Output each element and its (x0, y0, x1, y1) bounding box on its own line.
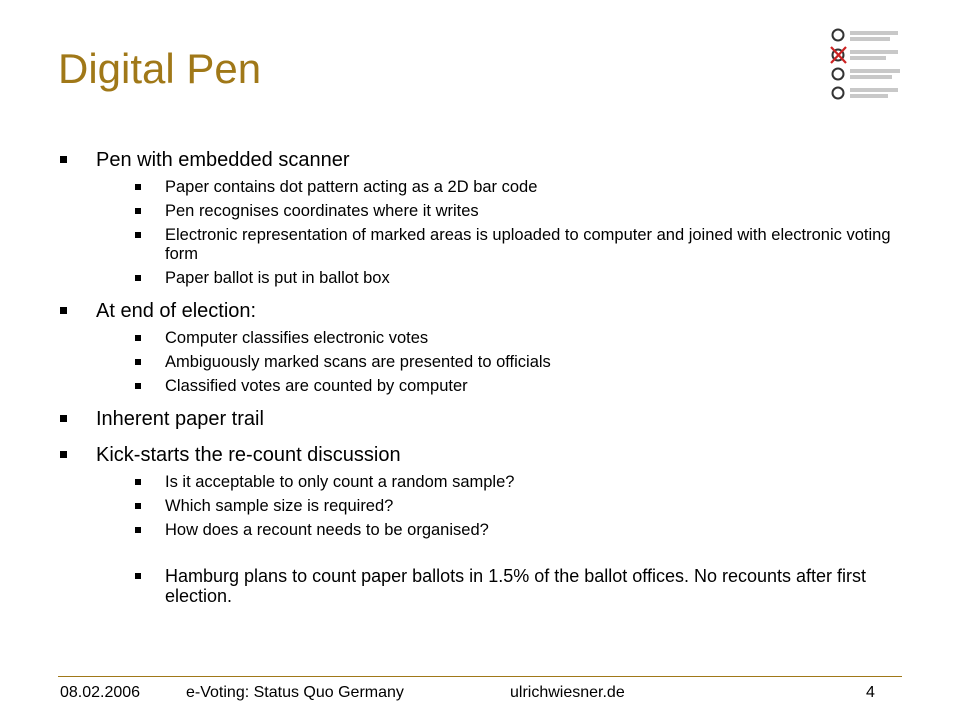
square-bullet-icon (135, 573, 141, 579)
sub-bullet-item (135, 521, 900, 540)
sub-bullet-item (135, 202, 900, 221)
sub-bullet-text: Electronic representation of marked areas is uploaded to computer and joined with electronic voting form (165, 226, 891, 263)
square-bullet-icon (135, 335, 141, 341)
sub-bullet-text: Computer classifies electronic votes (165, 329, 429, 347)
square-bullet-icon (135, 359, 141, 365)
bullet-text: Pen with embedded scanner (96, 149, 350, 171)
square-bullet-icon (60, 451, 67, 458)
square-bullet-icon (135, 527, 141, 533)
square-bullet-icon (135, 503, 141, 509)
square-bullet-icon (135, 232, 141, 238)
bullet-text: Inherent paper trail (96, 408, 264, 430)
sub-bullet-item (135, 269, 900, 288)
slide-content (60, 147, 900, 606)
bullet-item (60, 298, 900, 324)
square-bullet-icon (135, 275, 141, 281)
square-bullet-icon (135, 208, 141, 214)
sub-bullet-text: Ambiguously marked scans are presented to officials (165, 353, 551, 371)
sub-bullet-text: Classified votes are counted by computer (165, 377, 468, 395)
sub-bullet-item (135, 377, 900, 396)
sub-bullet-text: Which sample size is required? (165, 497, 394, 515)
sub-bullet-item (135, 473, 900, 492)
sub-bullet-item (135, 178, 900, 197)
footer-website: ulrichwiesner.de (510, 684, 625, 701)
bullet-item (60, 442, 900, 468)
sub-bullet-text: Paper ballot is put in ballot box (165, 269, 390, 287)
slide-title: Digital Pen (58, 45, 262, 92)
bullet-text: Kick-starts the re-count discussion (96, 444, 401, 466)
sub-bullet-item (135, 353, 900, 372)
sub-bullet-item (135, 497, 900, 516)
footer-page-number: 4 (866, 684, 875, 701)
sub-bullet-text: Paper contains dot pattern acting as a 2D bar code (165, 178, 538, 196)
sub-bullet-item (135, 329, 900, 348)
bullet-item (60, 406, 900, 432)
ballot-checklist-icon (826, 24, 906, 104)
square-bullet-icon (60, 156, 67, 163)
footer-divider (58, 676, 902, 677)
sub-bullet-item (135, 566, 900, 606)
sub-bullet-text: How does a recount needs to be organised? (165, 521, 489, 539)
square-bullet-icon (60, 307, 67, 314)
sub-bullet-text: Pen recognises coordinates where it writes (165, 202, 479, 220)
bullet-text: At end of election: (96, 300, 257, 322)
footer-date: 08.02.2006 (60, 684, 141, 701)
square-bullet-icon (135, 479, 141, 485)
bullet-item (60, 147, 900, 173)
footer-presentation-title: e-Voting: Status Quo Germany (186, 684, 404, 701)
square-bullet-icon (135, 184, 141, 190)
square-bullet-icon (60, 415, 67, 422)
sub-bullet-text: Hamburg plans to count paper ballots in 1.5% of the ballot offices. No recounts after first election. (165, 566, 867, 606)
sub-bullet-item (135, 226, 900, 264)
square-bullet-icon (135, 383, 141, 389)
sub-bullet-text: Is it acceptable to only count a random sample? (165, 473, 515, 491)
